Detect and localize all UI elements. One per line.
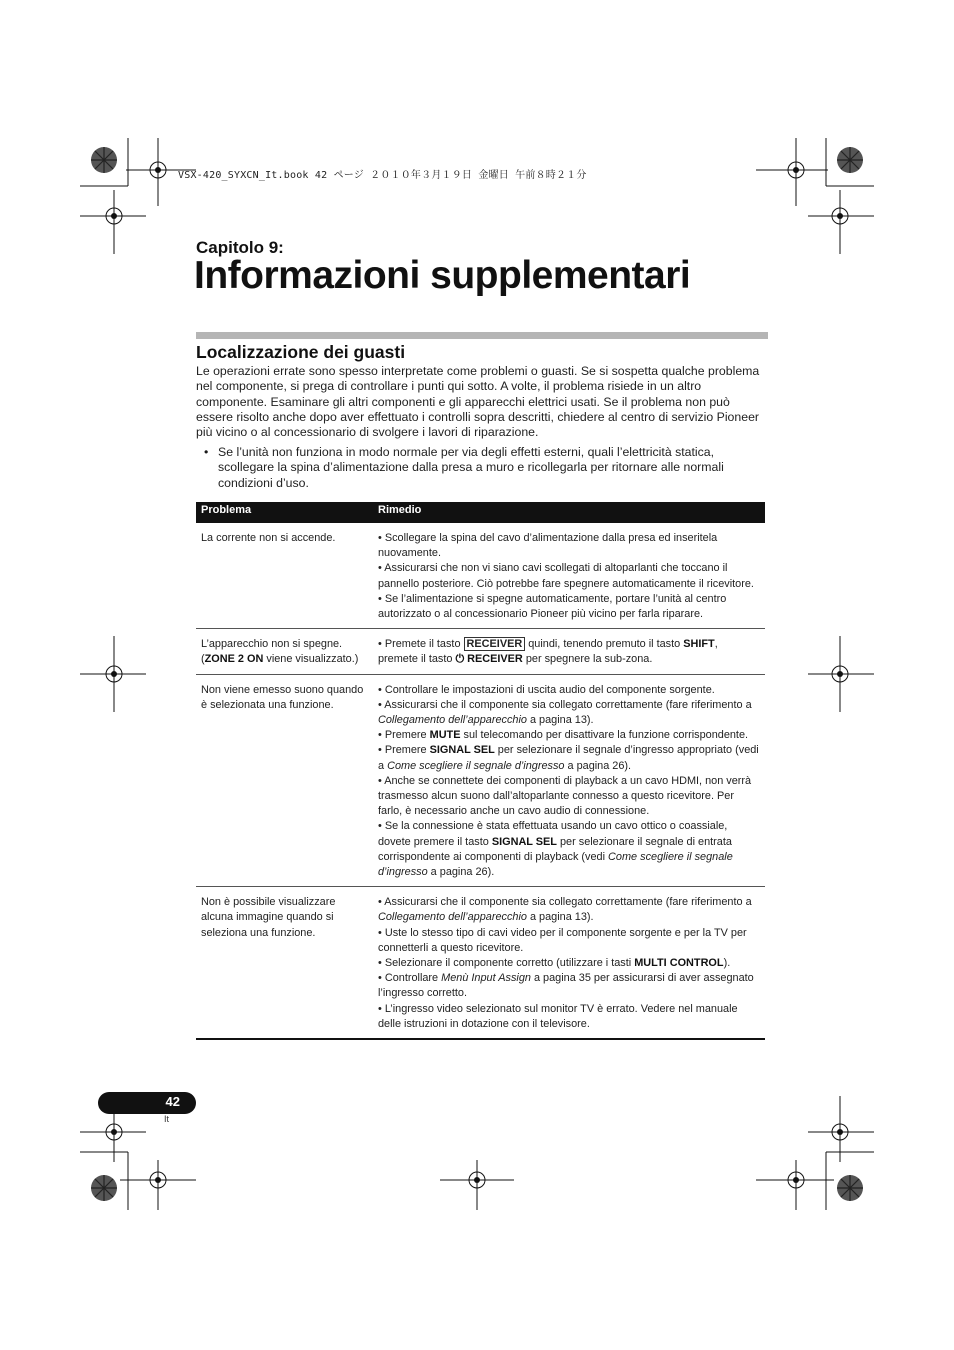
key-label: RECEIVER — [464, 637, 526, 651]
remedy-text: • Assicurarsi che il componente sia collegato correttamente (fare riferimento a — [378, 896, 752, 909]
remedy-item — [378, 592, 760, 622]
remedy-cell — [373, 887, 765, 1039]
remedy-text: per selezionare il segnale d’ingresso appropriato (vedi a — [378, 744, 759, 772]
column-header-problem: Problema — [196, 502, 373, 523]
remedy-text: • Selezionare il componente corretto (utilizzare i tasti — [378, 957, 635, 970]
remedy-text: • Controllare le impostazioni di uscita audio del componente sorgente. — [378, 683, 715, 696]
remedy-text: • Uste lo stesso tipo di cavi video per il componente sorgente e per la TV per connetterli a questo ricevitore. — [378, 926, 747, 954]
remedy-item — [378, 895, 760, 925]
remedy-text: ). — [723, 957, 731, 970]
remedy-text: ⏻ RECEIVER — [455, 653, 523, 666]
remedy-text: quindi, tenendo premuto il tasto — [525, 638, 684, 651]
troubleshooting-table — [196, 502, 765, 1040]
remedy-text: SIGNAL SEL — [429, 744, 495, 757]
remedy-item — [378, 1002, 760, 1032]
remedy-text: • Premete il tasto — [378, 638, 464, 651]
remedy-item — [378, 561, 760, 591]
bullet-icon: • — [204, 445, 209, 459]
problem-cell — [196, 674, 373, 887]
remedy-item — [378, 956, 760, 971]
remedy-cell — [373, 674, 765, 887]
remedy-text: sul telecomando per disattivare la funzione corrispondente. — [460, 729, 749, 742]
remedy-item — [378, 743, 760, 773]
remedy-item — [378, 698, 760, 728]
remedy-item — [378, 531, 760, 561]
problem-text: La corrente non si accende. — [201, 532, 336, 544]
remedy-item — [378, 926, 760, 956]
remedy-text: SHIFT — [683, 638, 715, 651]
remedy-text: • Se l’alimentazione si spegne automaticamente, portare l’unità al centro autorizzato o al concessionario Pioneer più vicino per farla riparare. — [378, 592, 727, 621]
section-intro: Le operazioni errate sono spesso interpretate come problemi o guasti. Se si sospetta qualche problema nel componente, si prega di controllare i punti qui sotto. A volte, il problema risiede in un altro componente. Esaminare gli altri componenti e gli apparecchi elettrici usati. Se il problema non può essere risolto anche dopo aver effettuato i controlli sopra descritti, chiedere al centro di servizio Pioneer più vicino o al concessionario di svolgere i lavori di riparazione. — [196, 364, 760, 440]
remedy-text: • Assicurarsi che il componente sia collegato correttamente (fare riferimento a — [378, 698, 752, 711]
remedy-text: • Scollegare la spina del cavo d’alimentazione dalla presa ed inseritela nuovamente. — [378, 532, 718, 560]
problem-text: Non viene emesso suono quando è selezionata una funzione. — [201, 683, 364, 711]
section-bullet: Se l’unità non funziona in modo normale per via degli effetti esterni, quali l’elettricità statica, scollegare la spina d’alimentazione dalla presa a muro e ricollegarla per ritornare alle normali condizioni d’uso. — [218, 445, 724, 490]
table-row — [196, 523, 765, 629]
section-divider — [196, 332, 768, 339]
table-header-row — [196, 502, 765, 523]
table-row — [196, 674, 765, 887]
print-header-line: VSX-420_SYXCN_It.book 42 ページ ２０１０年３月１９日 金曜日 午前８時２１分 — [178, 170, 587, 181]
table-row — [196, 629, 765, 674]
table-body — [196, 523, 765, 1039]
page-number-badge — [98, 1092, 196, 1114]
remedy-item — [378, 971, 760, 1001]
table-row — [196, 887, 765, 1039]
problem-cell — [196, 887, 373, 1039]
chapter-label: Capitolo 9: — [196, 238, 284, 257]
problem-cell — [196, 523, 373, 629]
remedy-text: a pagina 35 per assicurarsi di aver assegnato l’ingresso corretto. — [378, 972, 754, 1000]
language-code: It — [164, 1114, 170, 1124]
remedy-text: • Controllare — [378, 972, 442, 985]
remedy-item — [378, 637, 760, 667]
remedy-item — [378, 683, 760, 698]
remedy-text: per selezionare il segnale di entrata corrispondente ai componenti di playback (vedi — [378, 835, 732, 863]
remedy-cell — [373, 629, 765, 674]
remedy-text: • L’ingresso video selezionato sul monitor TV è errato. Vedere nel manuale delle istruzioni in dotazione con il televisore. — [378, 1002, 738, 1030]
remedy-text: SIGNAL SEL — [491, 835, 557, 848]
remedy-text: • Premere — [378, 729, 430, 742]
section-title: Localizzazione dei guasti — [196, 342, 406, 362]
problem-text: ZONE 2 ON — [204, 653, 264, 666]
problem-text: viene visualizzato.) — [263, 653, 359, 666]
remedy-cell — [373, 523, 765, 629]
chapter-title: Informazioni supplementari — [194, 254, 691, 297]
remedy-item — [378, 819, 760, 880]
page-number: 42 — [165, 1094, 180, 1109]
remedy-text: a pagina 13). — [526, 911, 594, 924]
problem-text: Non è possibile visualizzare alcuna immagine quando si seleziona una funzione. — [201, 896, 336, 939]
remedy-text: MULTI CONTROL — [634, 957, 724, 970]
column-header-remedy: Rimedio — [373, 502, 765, 523]
remedy-text: Come scegliere il segnale d’ingresso — [387, 759, 565, 772]
remedy-text: per spegnere la sub-zona. — [522, 653, 653, 666]
remedy-text: • Anche se connettete dei componenti di playback a un cavo HDMI, non verrà trasmesso alcun suono dall’altoparlante connesso a questo ricevitore. Per farlo, è necessario anche un cavo audio di connessione. — [378, 774, 752, 818]
problem-text: L’apparecchio non si spegne. ( — [201, 638, 343, 666]
remedy-text: a pagina 13). — [526, 714, 594, 727]
remedy-text: • Se la connessione è stata effettuata usando un cavo ottico o coassiale, dovete premere il tasto — [378, 820, 728, 848]
remedy-item — [378, 774, 760, 820]
problem-cell — [196, 629, 373, 674]
remedy-text: Menù Input Assign — [441, 972, 531, 985]
remedy-item — [378, 728, 760, 743]
remedy-text: Collegamento dell’apparecchio — [378, 911, 527, 924]
remedy-text: a pagina 26). — [427, 866, 495, 879]
remedy-text: a pagina 26). — [564, 759, 632, 772]
remedy-text: MUTE — [429, 729, 461, 742]
remedy-text: • Assicurarsi che non vi siano cavi scollegati di altoparlanti che toccano il pannello posteriore. Ciò potrebbe fare spegnere automaticamente il ricevitore. — [378, 562, 754, 590]
remedy-text: Come scegliere il segnale d’ingresso — [378, 850, 733, 879]
remedy-text: Collegamento dell’apparecchio — [378, 714, 527, 727]
remedy-text: • Premere — [378, 744, 430, 757]
remedy-text: , premete il tasto — [378, 638, 718, 666]
